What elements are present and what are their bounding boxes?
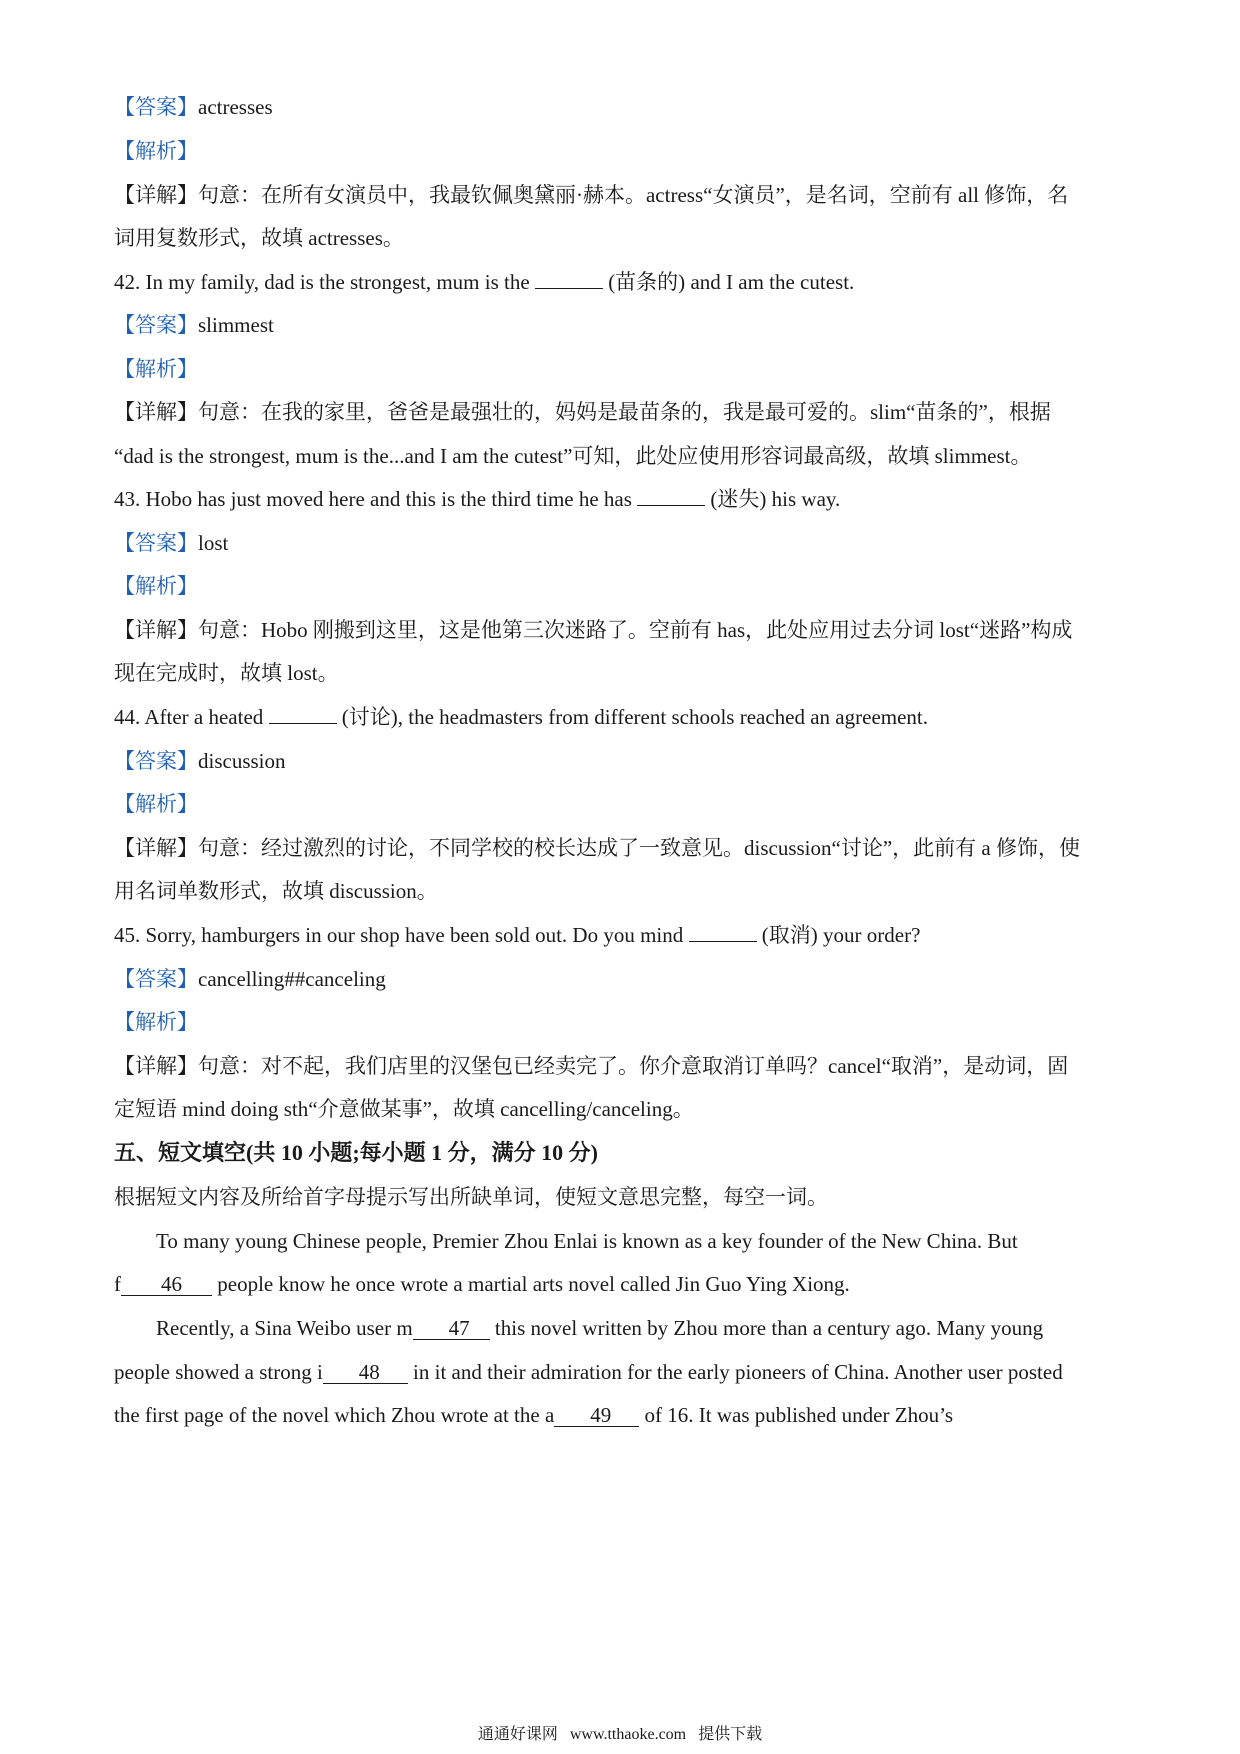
blank-number: 48 [358,1360,380,1384]
chinese-hint: (讨论), [341,705,404,729]
detail-tag: 【详解】 [114,618,198,642]
q44-analysis [114,789,1134,819]
passage-text: people showed a strong i [114,1360,323,1384]
q43-answer [114,528,1134,558]
passage-line-1: To many young Chinese people, Premier Zhou Enlai is known as a key founder of the New China. But [156,1229,1018,1253]
passage-line-4 [114,1357,1134,1387]
chinese-hint: (苗条的) [608,270,686,294]
initial-letter: f [114,1272,121,1296]
q43-detail-line1 [114,615,1134,645]
page-footer [0,1724,1240,1746]
q41-analysis [114,136,1134,166]
answer-text: lost [198,531,229,555]
blank-number: 47 [448,1316,470,1340]
answer-blank [269,703,337,724]
numbered-blank-46 [121,1273,212,1296]
answer-tag: 【答案】 [114,313,198,337]
passage-text: the first page of the novel which Zhou wrote at the a [114,1403,555,1427]
question-text: In my family, dad is the strongest, mum is the [145,270,530,294]
question-number: 43. [114,487,141,511]
passage-line-3 [156,1313,1176,1343]
analysis-tag: 【解析】 [114,792,198,816]
detail-text: 句意：经过激烈的讨论，不同学校的校长达成了一致意见。discussion“讨论”，此前有 a 修饰，使 [198,836,1080,860]
detail-tag: 【详解】 [114,1054,198,1078]
q42-detail-line2 [114,441,1134,471]
question-number: 42. [114,270,141,294]
detail-text: 用名词单数形式，故填 discussion。 [114,879,438,903]
q45-detail-line2 [114,1094,1134,1124]
passage-text: people know he once wrote a martial arts novel called Jin Guo Ying Xiong. [217,1272,850,1296]
blank-number: 49 [590,1403,612,1427]
passage-text: this novel written by Zhou more than a century ago. Many young [494,1316,1044,1340]
q44-answer [114,746,1134,776]
q43-detail-line2 [114,658,1134,688]
answer-text: discussion [198,749,286,773]
numbered-blank-48 [323,1361,408,1384]
analysis-tag: 【解析】 [114,357,198,381]
answer-text: cancelling##canceling [198,967,386,991]
q43-question [114,484,1134,514]
q42-analysis [114,354,1134,384]
question-text: Sorry, hamburgers in our shop have been sold out. Do you mind [145,923,684,947]
q45-answer [114,964,1134,994]
q45-analysis [114,1007,1134,1037]
passage-text: in it and their admiration for the early pioneers of China. Another user posted [413,1360,1063,1384]
answer-blank [637,485,705,506]
detail-tag: 【详解】 [114,400,198,424]
section-instruction: 根据短文内容及所给首字母提示写出所缺单词，使短文意思完整，每空一词。 [114,1185,828,1209]
q42-answer [114,310,1134,340]
passage-text: of 16. It was published under Zhou’s [644,1403,954,1427]
blank-number: 46 [161,1272,182,1296]
question-text: and I am the cutest. [690,270,855,294]
detail-text: 词用复数形式，故填 actresses。 [114,226,404,250]
answer-tag: 【答案】 [114,967,198,991]
q41-answer [114,92,1134,122]
answer-tag: 【答案】 [114,531,198,555]
numbered-blank-47 [413,1317,490,1340]
passage-text: Recently, a Sina Weibo user m [156,1316,413,1340]
chinese-hint: (迷失) [710,487,767,511]
question-text: your order? [823,923,921,947]
answer-text: slimmest [198,313,274,337]
detail-text: 句意：在所有女演员中，我最钦佩奥黛丽·赫本。actress“女演员”，是名词，空前有 all 修饰，名 [198,183,1069,207]
chinese-hint: (取消) [761,923,818,947]
answer-blank [535,268,603,289]
q44-question [114,702,1134,732]
detail-text: “dad is the strongest, mum is the...and I am the cutest”可知，此处应使用形容词最高级，故填 slimmest。 [114,444,1032,468]
q43-analysis [114,571,1134,601]
question-text: Hobo has just moved here and this is the third time he has [145,487,632,511]
passage-line-2 [114,1269,1134,1299]
section-title: 五、短文填空(共 10 小题;每小题 1 分，满分 10 分) [114,1140,598,1165]
q41-detail-line2 [114,223,1134,253]
passage-line-5 [114,1400,1134,1430]
q41-detail-line1 [114,180,1134,210]
detail-text: 句意：对不起，我们店里的汉堡包已经卖完了。你介意取消订单吗？cancel“取消”，是动词，固 [198,1054,1069,1078]
numbered-blank-49 [554,1404,639,1427]
q45-question [114,920,1134,950]
detail-text: 现在完成时，故填 lost。 [114,661,339,685]
detail-text: 定短语 mind doing sth“介意做某事”，故填 cancelling/canceling。 [114,1097,694,1121]
q44-detail-line1 [114,833,1134,863]
answer-tag: 【答案】 [114,95,198,119]
footer-url[interactable]: www.tthaoke.com [569,1726,687,1743]
question-number: 45. [114,923,141,947]
detail-tag: 【详解】 [114,183,198,207]
q42-question [114,267,1134,297]
detail-tag: 【详解】 [114,836,198,860]
question-text: After a heated [144,705,264,729]
answer-tag: 【答案】 [114,749,198,773]
analysis-tag: 【解析】 [114,139,198,163]
question-text: the headmasters from different schools reached an agreement. [408,705,929,729]
footer-download-text: 提供下载 [698,1726,763,1743]
detail-text: 句意：Hobo 刚搬到这里，这是他第三次迷路了。空前有 has，此处应用过去分词 lost“迷路”构成 [198,618,1073,642]
footer-site-name: 通通好课网 [477,1726,558,1743]
q45-detail-line1 [114,1051,1134,1081]
question-text: his way. [771,487,841,511]
analysis-tag: 【解析】 [114,1010,198,1034]
analysis-tag: 【解析】 [114,574,198,598]
q42-detail-line1 [114,397,1134,427]
q44-detail-line2 [114,876,1134,906]
question-number: 44. [114,705,141,729]
answer-text: actresses [198,95,273,119]
detail-text: 句意：在我的家里，爸爸是最强壮的，妈妈是最苗条的，我是最可爱的。slim“苗条的”，根据 [198,400,1051,424]
answer-blank [689,921,757,942]
